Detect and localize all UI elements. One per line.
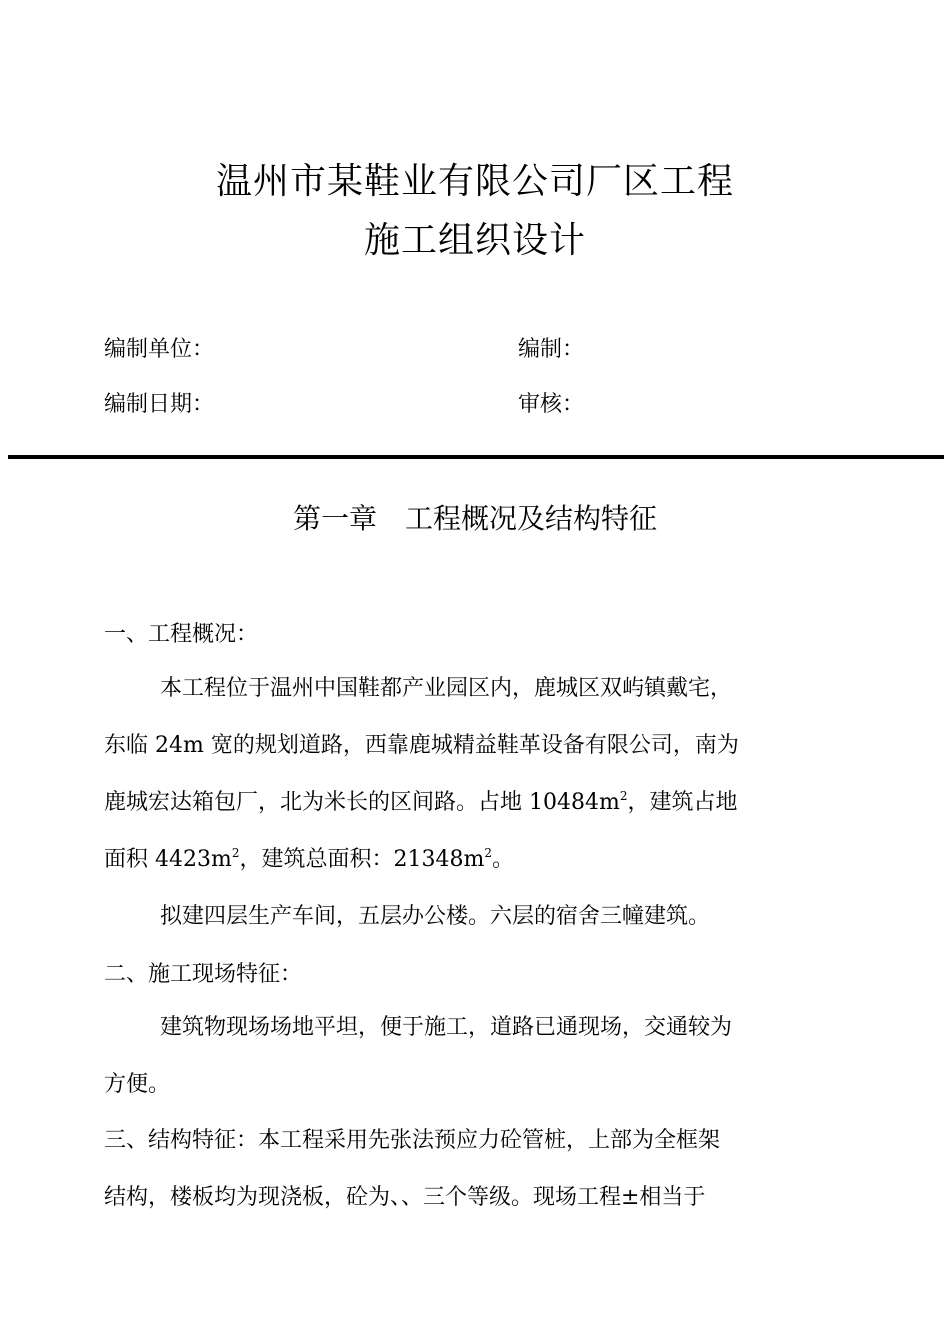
chapter-title: 第一章 工程概况及结构特征 bbox=[292, 502, 657, 535]
document-title-line2: 施工组织设计 bbox=[363, 220, 586, 261]
document-title-line1: 温州市某鞋业有限公司厂区工程 bbox=[215, 161, 734, 202]
compiler-label: 编制： bbox=[518, 337, 585, 362]
text-run: 面积 4423m bbox=[104, 847, 232, 872]
paragraph-structure bbox=[104, 1112, 846, 1226]
section-heading-site: 二、施工现场特征： bbox=[104, 962, 303, 987]
compile-unit-label: 编制单位： bbox=[104, 337, 215, 362]
superscript: 2 bbox=[619, 789, 628, 803]
section-heading-overview: 一、工程概况： bbox=[104, 622, 259, 647]
paragraph-overview bbox=[104, 660, 846, 945]
superscript: 2 bbox=[484, 846, 492, 860]
paragraph-line bbox=[104, 774, 846, 831]
paragraph-line: 东临 24m 宽的规划道路，西靠鹿城精益鞋革设备有限公司，南为 bbox=[104, 733, 739, 758]
text-run: ，建筑总面积：21348m bbox=[239, 847, 485, 872]
paragraph-site bbox=[104, 999, 846, 1113]
text-run: ，建筑占地 bbox=[627, 790, 738, 815]
paragraph-line: 结构，楼板均为现浇板，砼为、、三个等级。现场工程±相当于 bbox=[104, 1185, 706, 1210]
paragraph-line bbox=[104, 831, 846, 888]
reviewer-label: 审核： bbox=[518, 392, 585, 417]
text-run: 本工程采用先张法预应力砼管桩，上部为全框架 bbox=[258, 1128, 721, 1153]
text-run: 鹿城宏达箱包厂，北为米长的区间路。占地 10484m bbox=[104, 790, 620, 815]
section-heading-structure: 三、结构特征： bbox=[104, 1128, 259, 1153]
paragraph-line: 方便。 bbox=[104, 1072, 171, 1097]
compile-date-label: 编制日期： bbox=[104, 392, 215, 417]
paragraph-line: 建筑物现场场地平坦，便于施工，道路已通现场，交通较为 bbox=[160, 1015, 733, 1040]
superscript: 2 bbox=[231, 846, 240, 860]
paragraph-line: 本工程位于温州中国鞋都产业园区内，鹿城区双屿镇戴宅， bbox=[160, 676, 733, 701]
text-run: 。 bbox=[491, 847, 514, 872]
paragraph-line bbox=[104, 1112, 846, 1169]
paragraph-line: 拟建四层生产车间，五层办公楼。六层的宿舍三幢建筑。 bbox=[160, 904, 711, 929]
horizontal-rule bbox=[8, 455, 944, 459]
